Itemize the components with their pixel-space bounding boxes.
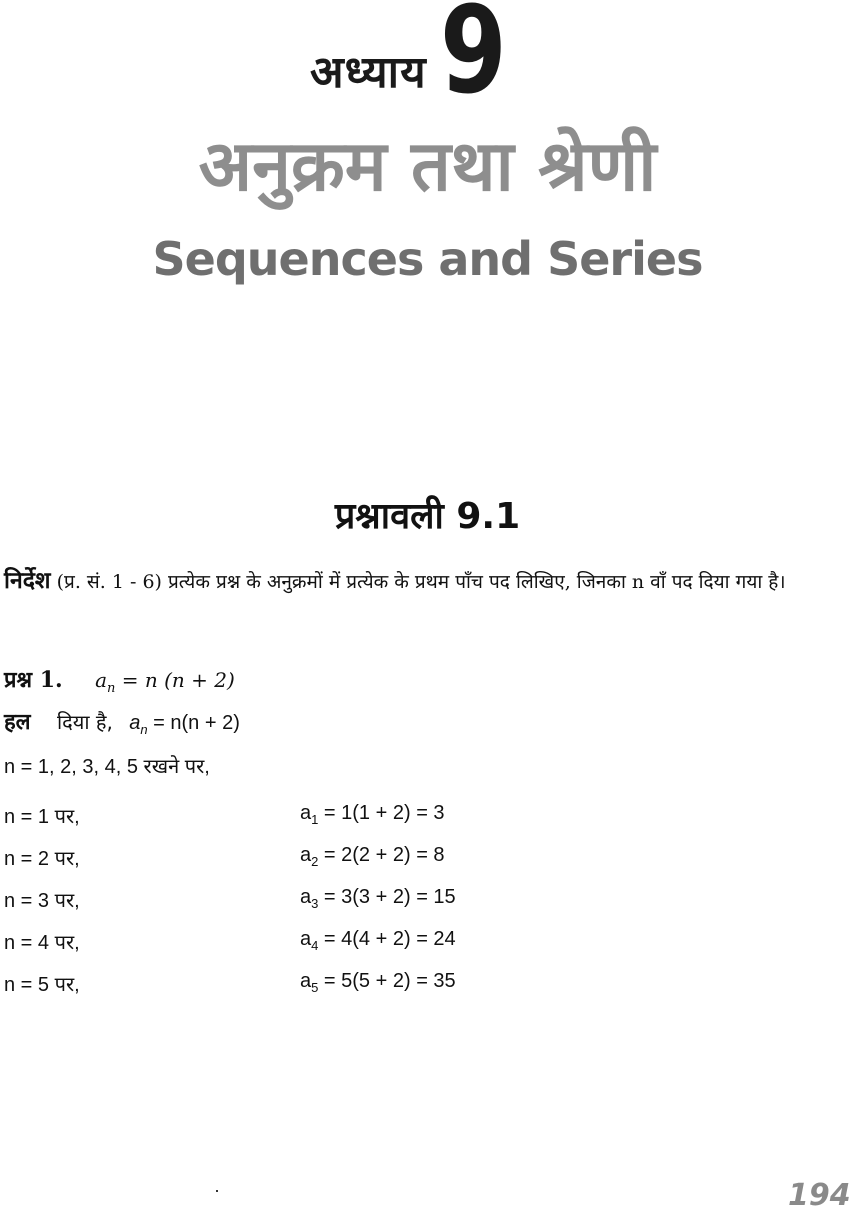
row-label: n = 4 पर, bbox=[4, 932, 80, 954]
row-label: n = 1 पर, bbox=[4, 806, 80, 828]
row-value: $a_2 = 2(2 + 2) = 8$ bbox=[300, 844, 445, 869]
question-1 bbox=[4, 664, 235, 696]
solution-given bbox=[4, 706, 240, 737]
chapter-title-hindi: अनुक्रम तथा श्रेणी bbox=[198, 125, 657, 207]
page-number: 194 bbox=[788, 1178, 851, 1213]
row-value: $a_1 = 1(1 + 2) = 3$ bbox=[300, 802, 445, 827]
row-label: n = 5 पर, bbox=[4, 974, 80, 996]
instruction-paragraph bbox=[4, 566, 849, 597]
exercise-title: प्रश्नावली 9.1 bbox=[334, 496, 521, 537]
chapter-title-english: Sequences and Series bbox=[152, 232, 703, 286]
instruction-text: (प्र. सं. 1 - 6) प्रत्येक प्रश्न के अनुक्रमों में प्रत्येक के प्रथम पाँच पद लिखिए, जिनका n वाँ पद दिया गया है। bbox=[56, 571, 786, 593]
solution-given-text: दिया है, bbox=[56, 710, 113, 734]
solution-label: हल bbox=[4, 709, 31, 735]
question-label: प्रश्न 1. bbox=[4, 667, 63, 693]
substitution-line: n = 1, 2, 3, 4, 5 रखने पर, bbox=[4, 756, 210, 778]
row-label: n = 3 पर, bbox=[4, 890, 80, 912]
row-value: $a_4 = 4(4 + 2) = 24$ bbox=[300, 928, 456, 953]
row-value: $a_5 = 5(5 + 2) = 35$ bbox=[300, 970, 456, 995]
chapter-number: 9 bbox=[440, 0, 507, 121]
row-value: $a_3 = 3(3 + 2) = 15$ bbox=[300, 886, 456, 911]
instruction-label: निर्देश bbox=[4, 568, 51, 594]
stray-dot bbox=[216, 1190, 218, 1192]
question-equation: $a_n = n$ (n + 2) bbox=[95, 668, 235, 696]
chapter-word: अध्याय bbox=[310, 47, 427, 98]
solution-equation: $a_n = n(n + 2)$ bbox=[129, 712, 240, 737]
row-label: n = 2 पर, bbox=[4, 848, 80, 870]
